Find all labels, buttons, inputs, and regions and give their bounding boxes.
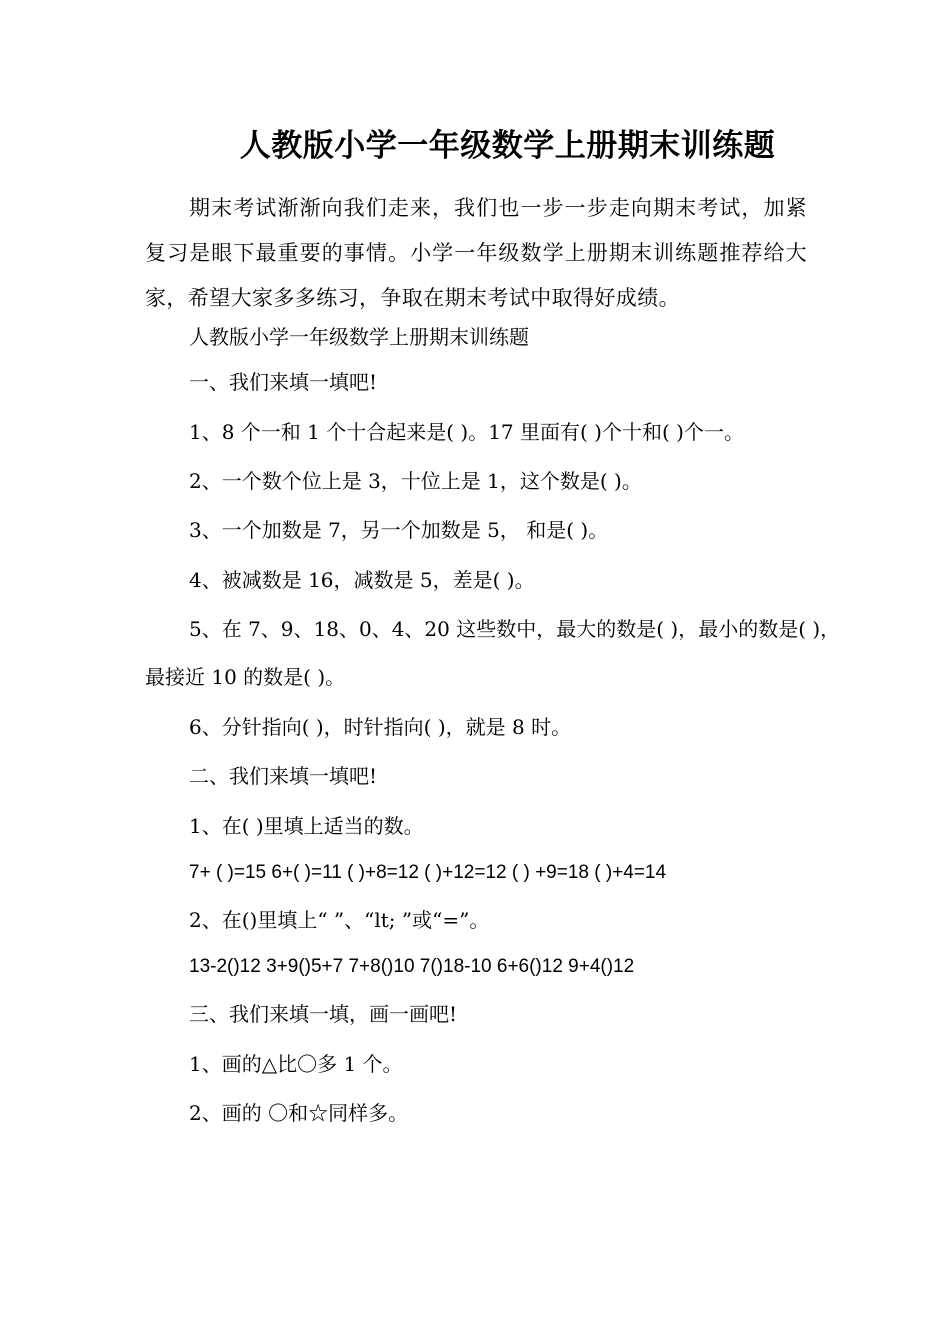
section-3-heading: 三、我们来填一填，画一画吧! bbox=[189, 1002, 458, 1026]
section-2-heading: 二、我们来填一填吧! bbox=[189, 764, 378, 788]
question-3-2: 2、画的 〇和☆同样多。 bbox=[189, 1101, 409, 1125]
question-1-5-line2: 最接近 10 的数是( )。 bbox=[145, 665, 346, 689]
question-1-6: 6、分针指向( )，时针指向( )，就是 8 时。 bbox=[189, 715, 572, 739]
question-1-4: 4、被减数是 16，减数是 5，差是( )。 bbox=[189, 568, 535, 592]
document-title: 人教版小学一年级数学上册期末训练题 bbox=[239, 128, 776, 164]
question-1-2: 2、一个数个位上是 3，十位上是 1，这个数是( )。 bbox=[189, 469, 642, 493]
section-1-heading: 一、我们来填一填吧! bbox=[189, 370, 378, 394]
question-1-3: 3、一个加数是 7，另一个加数是 5， 和是( )。 bbox=[189, 518, 609, 542]
question-2-1: 1、在( )里填上适当的数。 bbox=[189, 814, 424, 838]
subtitle-line: 人教版小学一年级数学上册期末训练题 bbox=[189, 325, 529, 349]
question-2-1-equations: 7+ ( )=15 6+( )=11 ( )+8=12 ( )+12=12 ( ) +9=18 ( )+4=14 bbox=[189, 862, 667, 883]
question-2-2: 2、在()里填上“ ”、“lt; ”或“=”。 bbox=[189, 908, 490, 932]
question-2-2-equations: 13-2()12 3+9()5+7 7+8()10 7()18-10 6+6()12 9+4()12 bbox=[189, 956, 635, 977]
question-1-5-line1: 5、在 7、9、18、0、4、20 这些数中，最大的数是( )，最小的数是( )， bbox=[189, 617, 841, 641]
question-1-1: 1、8 个一和 1 个十合起来是( )。17 里面有( )个十和( )个一。 bbox=[189, 420, 744, 444]
question-3-1: 1、画的△比〇多 1 个。 bbox=[189, 1052, 403, 1076]
intro-paragraph: 期末考试渐渐向我们走来，我们也一步一步走向期末考试，加紧复习是眼下最重要的事情。小学一年级数学上册期末训练题推荐给大家，希望大家多多练习，争取在期末考试中取得好成绩。 bbox=[145, 196, 807, 310]
